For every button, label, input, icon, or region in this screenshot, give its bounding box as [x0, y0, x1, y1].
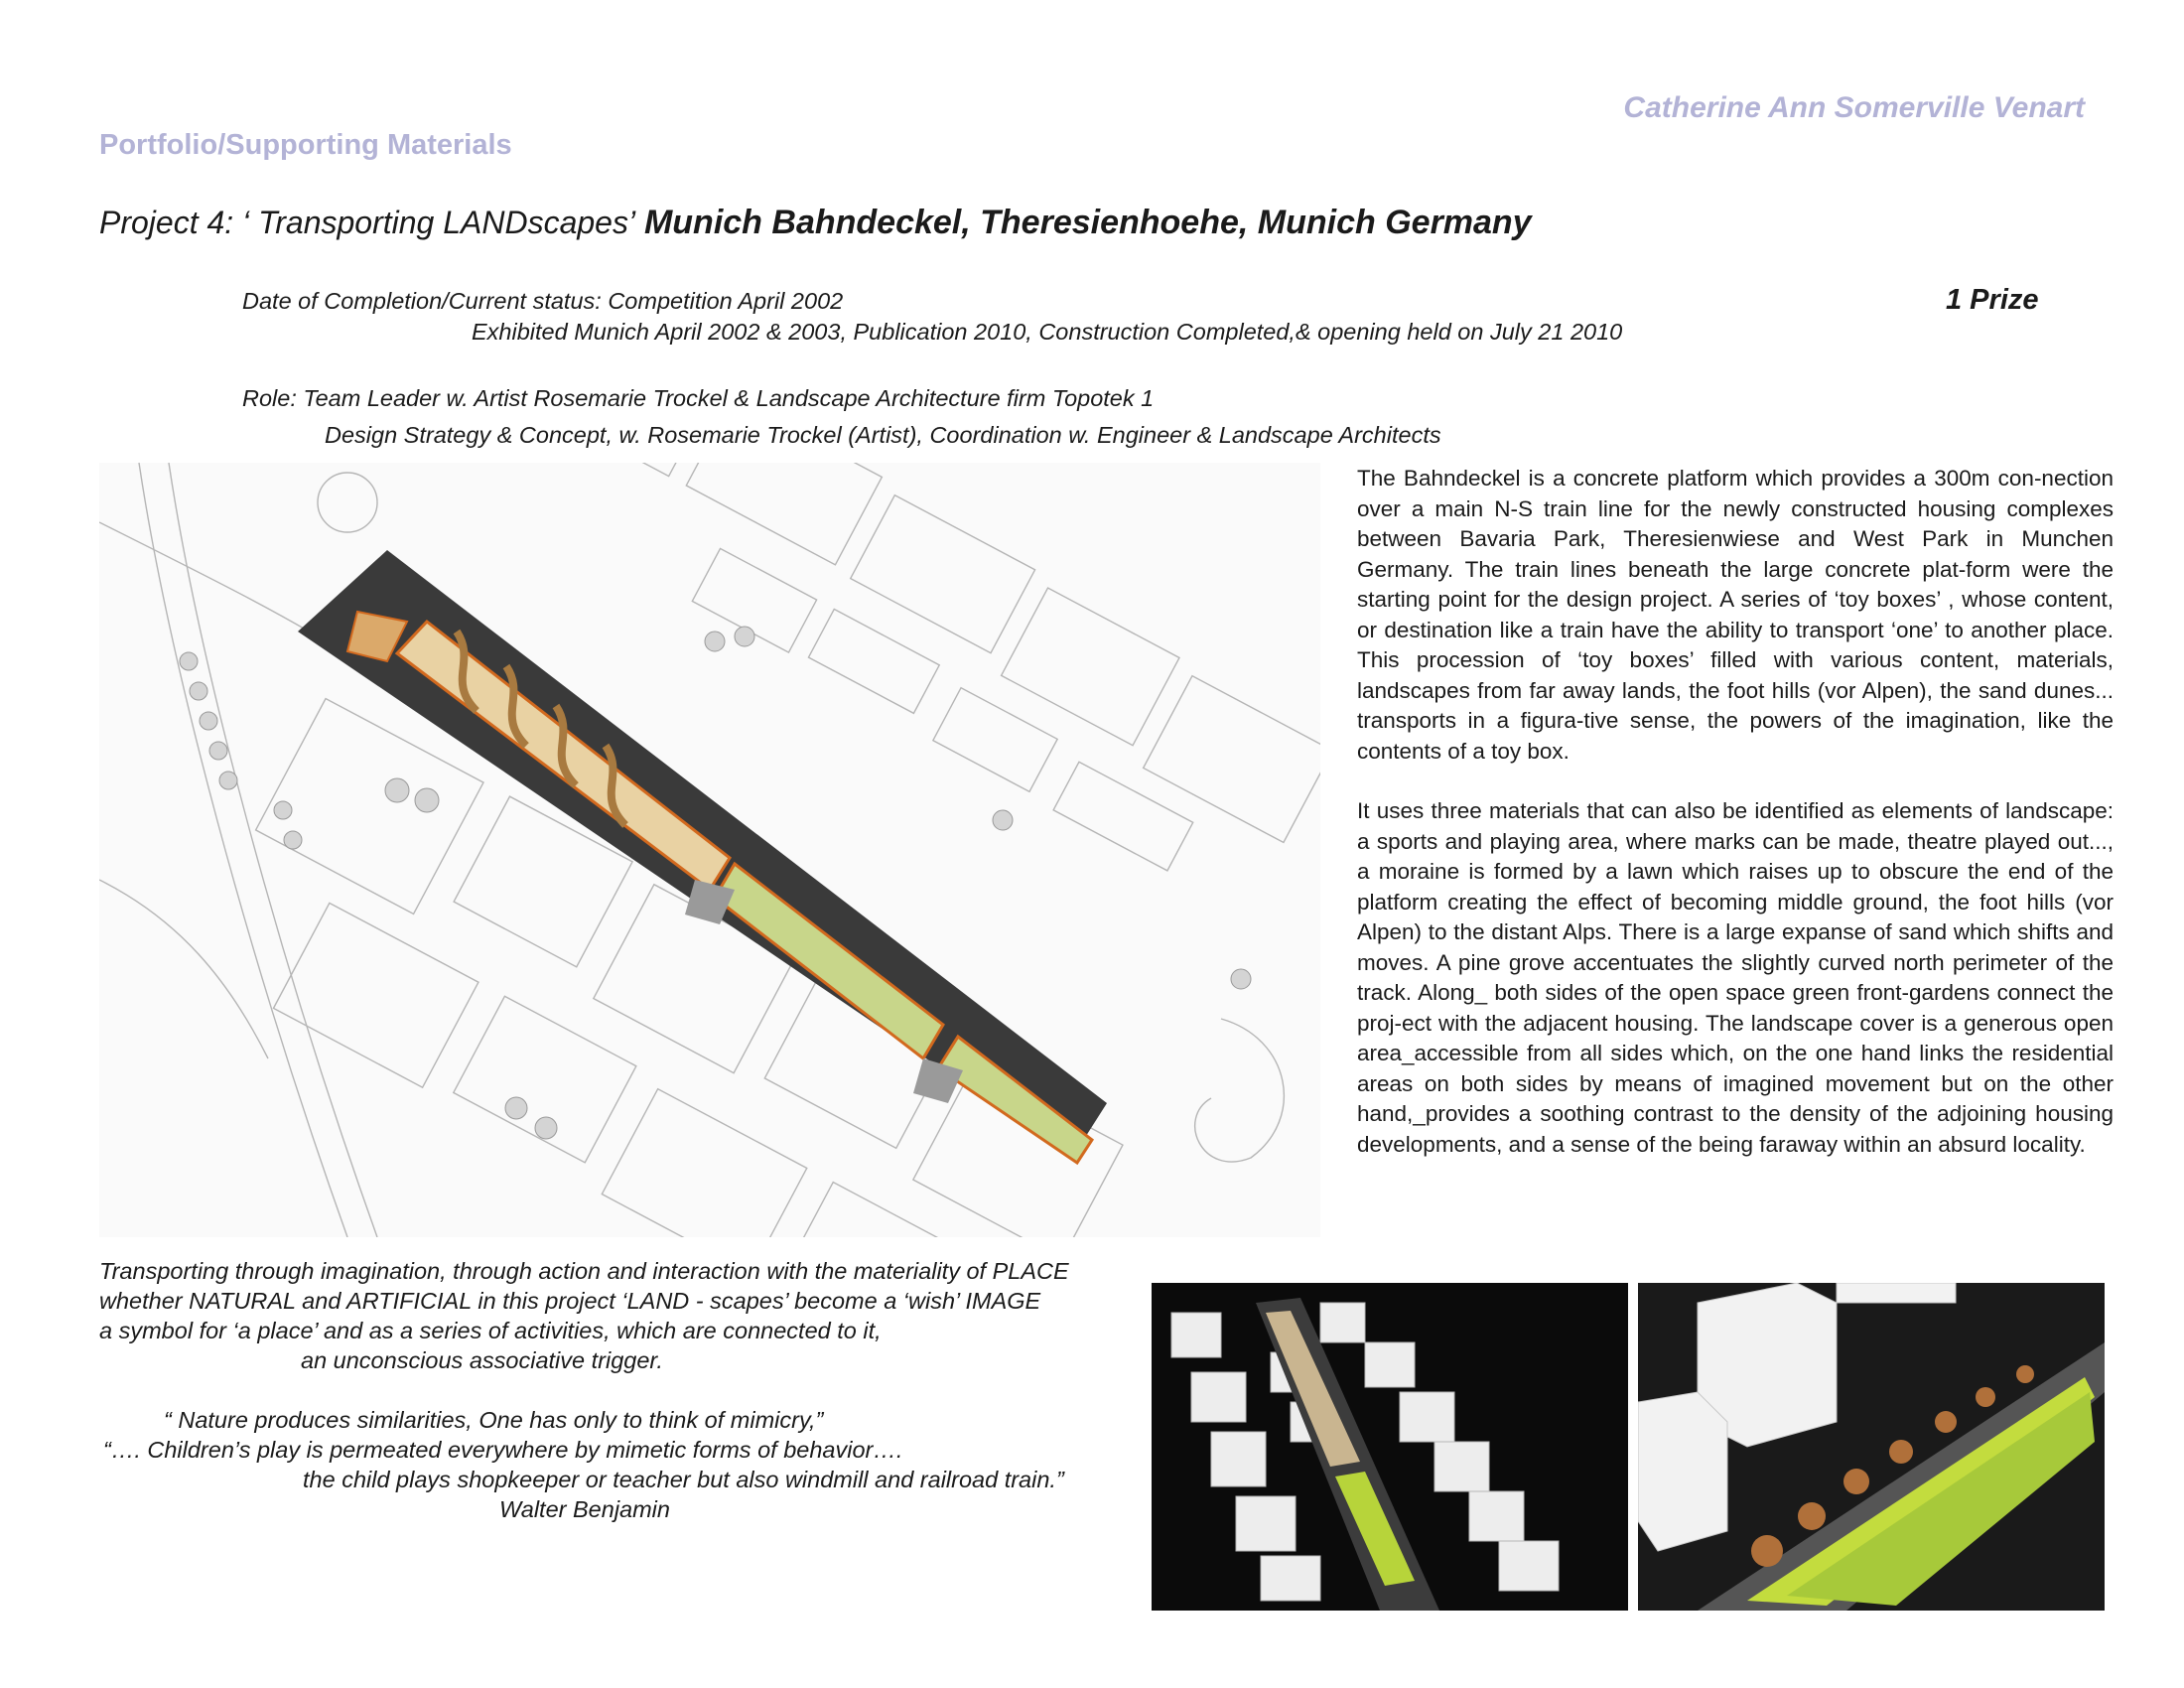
site-plan-drawing: [99, 463, 1320, 1237]
caption-line-2: whether NATURAL and ARTIFICIAL in this project ‘LAND - scapes’ become a ‘wish’ IMAGE: [99, 1288, 1041, 1314]
quote-author: Walter Benjamin: [499, 1496, 670, 1522]
completion-status: Date of Completion/Current status: Competition April 2002: [242, 288, 844, 314]
role-line: Role: Team Leader w. Artist Rosemarie Trockel & Landscape Architecture firm Topotek 1: [242, 385, 1155, 411]
quote-line-2: “…. Children’s play is permeated everywhere by mimetic forms of behavior….: [103, 1437, 903, 1463]
quote-line-1: “ Nature produces similarities, One has only to think of mimicry,”: [164, 1407, 824, 1433]
caption-line-3: a symbol for ‘a place’ and as a series of activities, which are connected to it,: [99, 1318, 882, 1343]
project-description: [1357, 464, 2114, 1190]
project-title: [99, 204, 1532, 242]
prize-label: 1 Prize: [1946, 284, 2039, 316]
exhibition-info: Exhibited Munich April 2002 & 2003, Publication 2010, Construction Completed,& opening held on July 21 2010: [472, 319, 1623, 345]
role-detail-line: Design Strategy & Concept, w. Rosemarie Trockel (Artist), Coordination w. Engineer & Landscape Architects: [325, 422, 1441, 448]
caption-line-1: Transporting through imagination, through action and interaction with the materiality of PLACE: [99, 1258, 1069, 1284]
caption-line-4: an unconscious associative trigger.: [301, 1347, 663, 1373]
section-heading: Portfolio/Supporting Materials: [99, 129, 512, 161]
description-paragraph-1: The Bahndeckel is a concrete platform which provides a 300m con-nection over a main N-S train line for the newly constructed housing complexes between Bavaria Park, Theresienwiese and West Park in Munchen Germany. The train lines beneath the large concrete plat-form were the starting point for the design project. A series of ‘toy boxes’ , whose content, or destination like a train have the ability to transport ‘one’ to another place. This procession of ‘toy boxes’ filled with various content, materials, landscapes from far away lands, the foot hills (vor Alpen), the sand dunes... transports in a figura-tive sense, the powers of the imagination, like the contents of a toy box.: [1357, 466, 2114, 764]
model-photo-perspective: [1638, 1283, 2105, 1611]
project-title-lead: Project 4: ‘ Transporting LANDscapes’: [99, 205, 636, 240]
project-title-main: Munich Bahndeckel, Theresienhoehe, Munich Germany: [643, 204, 1532, 241]
author-name: Catherine Ann Somerville Venart: [1623, 91, 2085, 124]
description-paragraph-2: It uses three materials that can also be identified as elements of landscape: a sports and playing area, where marks can be made, theatre played out..., a moraine is formed by a lawn which raises up to obscure the end of the platform creating the effect of becoming middle ground, the foot hills (vor Alpen) to the distant Alps. There is a large expanse of sand which shifts and moves. A pine grove accentuates the slightly curved north perimeter of the track. Along_ both sides of the open space green front-gardens connect the proj-ect with the adjacent housing. The landscape cover is a generous open area_accessible from all sides which, on the one hand links the residential areas on both sides by means of imagined movement but on the other hand,_provides a soothing contrast to the density of the adjoining housing developments, and a sense of the being faraway within an absurd locality.: [1357, 798, 2114, 1157]
model-photo-overview: [1152, 1283, 1628, 1611]
quote-line-3: the child plays shopkeeper or teacher but also windmill and railroad train.”: [303, 1467, 1064, 1492]
